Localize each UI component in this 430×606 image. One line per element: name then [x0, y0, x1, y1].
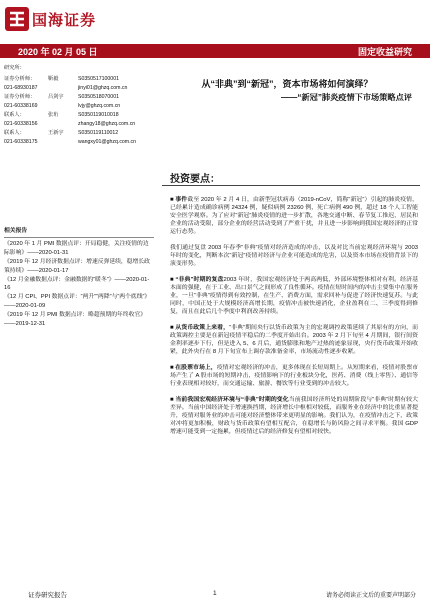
page-number: 1 — [213, 590, 217, 597]
body-paragraph — [170, 244, 418, 268]
analyst-row — [4, 93, 152, 102]
paragraph-lead: 当前我国宏观经济环境与“非典”时期的变化 — [175, 396, 289, 403]
report-header — [0, 0, 430, 42]
analyst-title: 研究所： — [4, 65, 25, 71]
related-reports — [4, 227, 154, 329]
analyst-label: 021-60338169 — [4, 103, 38, 109]
analyst-row — [4, 120, 152, 129]
analyst-value: S0350518070001 — [78, 94, 119, 100]
analyst-label: 证券分析师： — [4, 76, 36, 82]
related-report-item: 《2019 年 12 月经济数据点评：增速反弹延续，稳增长政策持续》——2020-01-17 — [4, 258, 150, 274]
analyst-name: 王新宇 — [48, 130, 64, 136]
footer-disclaimer: 请务必阅读正文后的重要声明部分 — [325, 593, 416, 599]
body-paragraph — [170, 196, 418, 236]
guohai-logo-icon — [4, 6, 30, 32]
analyst-row — [4, 138, 152, 147]
related-report-item: 《2020 年 1 月 PMI 数据点评：开局稳健，关注疫情的边际影响》——2020-01-31 — [4, 240, 149, 256]
paragraph-lead: 在股票市场上， — [175, 364, 217, 371]
paragraph-text: “非典”期间央行以货币政策为主的宏观调控政策延续了其原有的方向，而政策调控主要是在新冠疫情平稳后的二季度开始出台。2003 年 2 月下旬至 4 月期间，银行间资金利率逐步下行，但是进入 5、6 月后，通货膨胀和地产过热的迹象显现，央行货币政策开始收紧，此外央行在 8 月下旬宣布上调存款准备金率，市场流动性逐步收紧。 — [170, 325, 419, 356]
analyst-label: 证券分析师： — [4, 94, 36, 100]
section-heading: 投资要点： — [170, 174, 220, 185]
paragraph-text: 当前我国经济所处的周期阶段与“非典”时期有较大差异。当前中国经济处于增速换挡期，经济增长中枢相对较低，而服务业在经济中的比重显著提升，疫情对服务业的冲击可能对经济整体带来更明显的影响。我们认为，在疫情冲击之下，政策对冲将更加积极，财政与货币政策有望相互配合，在稳增长与防风险之间寻求平衡。我国 GDP 增速可能受到一定拖累，但疫情过后的经济修复有望相对较快。 — [170, 396, 418, 436]
body-paragraph — [170, 276, 418, 316]
bullet-icon: ■ — [170, 396, 176, 403]
paragraph-text: 疫情对宏观经济的冲击，更多体现在长短周期上。从短期来看，疫情对股票市场产生了 A 股市场的短期冲击，疫情影响下的行业板块分化，医药、消费（线上零售）、通信等行业表现相对较好，而交通运输、旅游、餐饮等行业受到的冲击较大。 — [170, 364, 419, 388]
analyst-name — [48, 120, 78, 129]
analyst-value: S0350517100001 — [78, 76, 119, 82]
section-divider — [162, 185, 420, 186]
analyst-name — [48, 102, 78, 111]
analyst-panel — [4, 64, 152, 147]
bullet-icon: ■ — [170, 364, 176, 371]
date-bar — [0, 44, 430, 58]
analyst-value: jinyi01@ghzq.com.cn — [78, 85, 128, 91]
analyst-label: 联系人： — [4, 130, 25, 136]
related-title: 相关报告 — [4, 227, 154, 238]
analyst-name — [48, 84, 78, 93]
analyst-row — [4, 129, 152, 138]
body-paragraph — [170, 324, 418, 356]
page-footer — [0, 588, 430, 606]
related-report-item: 《12 月金融数据点评：金融数据的“暖冬”》——2020-01-16 — [4, 276, 150, 292]
analyst-value: S0350119010018 — [78, 112, 119, 118]
bullet-icon: ■ — [170, 197, 176, 203]
report-type: 固定收益研究 — [357, 47, 412, 57]
analyst-name: 张珩 — [48, 112, 59, 118]
analyst-row — [4, 75, 152, 84]
bullet-icon: ■ — [170, 276, 176, 283]
analyst-row — [4, 111, 152, 120]
analyst-value: zhangy18@ghzq.com.cn — [78, 121, 136, 127]
analyst-value: wangxy01@ghzq.com.cn — [78, 139, 137, 145]
analyst-row — [4, 102, 152, 111]
analyst-label: 021-60338175 — [4, 139, 38, 145]
report-date: 2020 年 02 月 05 日 — [18, 47, 98, 57]
analyst-value: lvjy@ghzq.com.cn — [78, 103, 121, 109]
bullet-icon: ■ — [170, 325, 176, 331]
analyst-name: 靳毅 — [48, 76, 59, 82]
paragraph-text: 我们通过复盘 2003 年春季“非典”疫情对经济造成的冲击，以及对比当前宏观经济环境与 2003 年时的变化，判断本次“新冠”疫情对经济与企业可能造成的危害，以及资本市场在疫情背景下的演变形势。 — [170, 245, 418, 268]
paragraph-text: 2003 年时，我国宏观经济处于两高两低，外部环境整体相对有利。经济基本面的强健，在于工业、出口景气之间形成了良性循环。疫情在短时间内的冲击主要集中在服务业，一旦“非典”疫情得到有效控制，在生产、消费方面，需求回补与促进了经济快速复苏。与此同时，中国正处于大规模经济高增长期，疫情冲击被快速消化，企业盈利在二、三季度得到修复，而且在此后几个季度中利润改善持续。 — [170, 276, 419, 316]
paragraph-lead: 从货币政策上来看， — [175, 325, 230, 331]
paragraph-lead: “非典”时期的复盘 — [175, 276, 224, 283]
paragraph-lead: 事件 — [175, 197, 188, 203]
paragraph-text: 截至 2020 年 2 月 4 日，由新型冠状病毒（2019-nCoV，简称“新冠”）引起的肺炎疫情，已经累计造成确诊病例 24324 例，疑似病例 23260 例，死亡病例 490 例，超过 18 个人工智能安全医学观察。为了应对“新冠”肺炎疫情的进一步扩散，各地交通中断、春节复工推迟，居民和企业的活动受限，部分企业的经营活动受到了严重干扰，并且进一步影响到我国宏观经济的正常运行态势。 — [170, 197, 419, 236]
analyst-label: 联系人： — [4, 112, 25, 118]
analyst-name: 吕剑宇 — [48, 94, 64, 100]
analyst-name — [48, 138, 78, 147]
footer-left: 证券研究报告 — [28, 592, 67, 599]
report-title: 从“非典”到“新冠”，资本市场将如何演绎？ — [201, 79, 373, 89]
body-paragraph — [170, 396, 418, 436]
analyst-label: 021-68930187 — [4, 85, 38, 91]
analyst-label: 021-60338156 — [4, 121, 38, 127]
related-report-item: 《12 月 CPI、PPI 数据点评：“两升”“两降”与“两个底线”》——2020-01-09 — [4, 294, 151, 310]
logo-text: 国海证券 — [32, 12, 97, 29]
body-paragraph — [170, 364, 418, 388]
report-subtitle: ——“新冠”肺炎疫情下市场策略点评 — [280, 93, 412, 102]
related-report-item: 《2019 年 12 月 PMI 数据点评：略超预期的年终收官》——2019-12-31 — [4, 312, 147, 328]
title-block — [156, 78, 418, 104]
analyst-value: S0350119110012 — [78, 130, 119, 136]
analyst-row — [4, 84, 152, 93]
body-text — [170, 196, 418, 444]
